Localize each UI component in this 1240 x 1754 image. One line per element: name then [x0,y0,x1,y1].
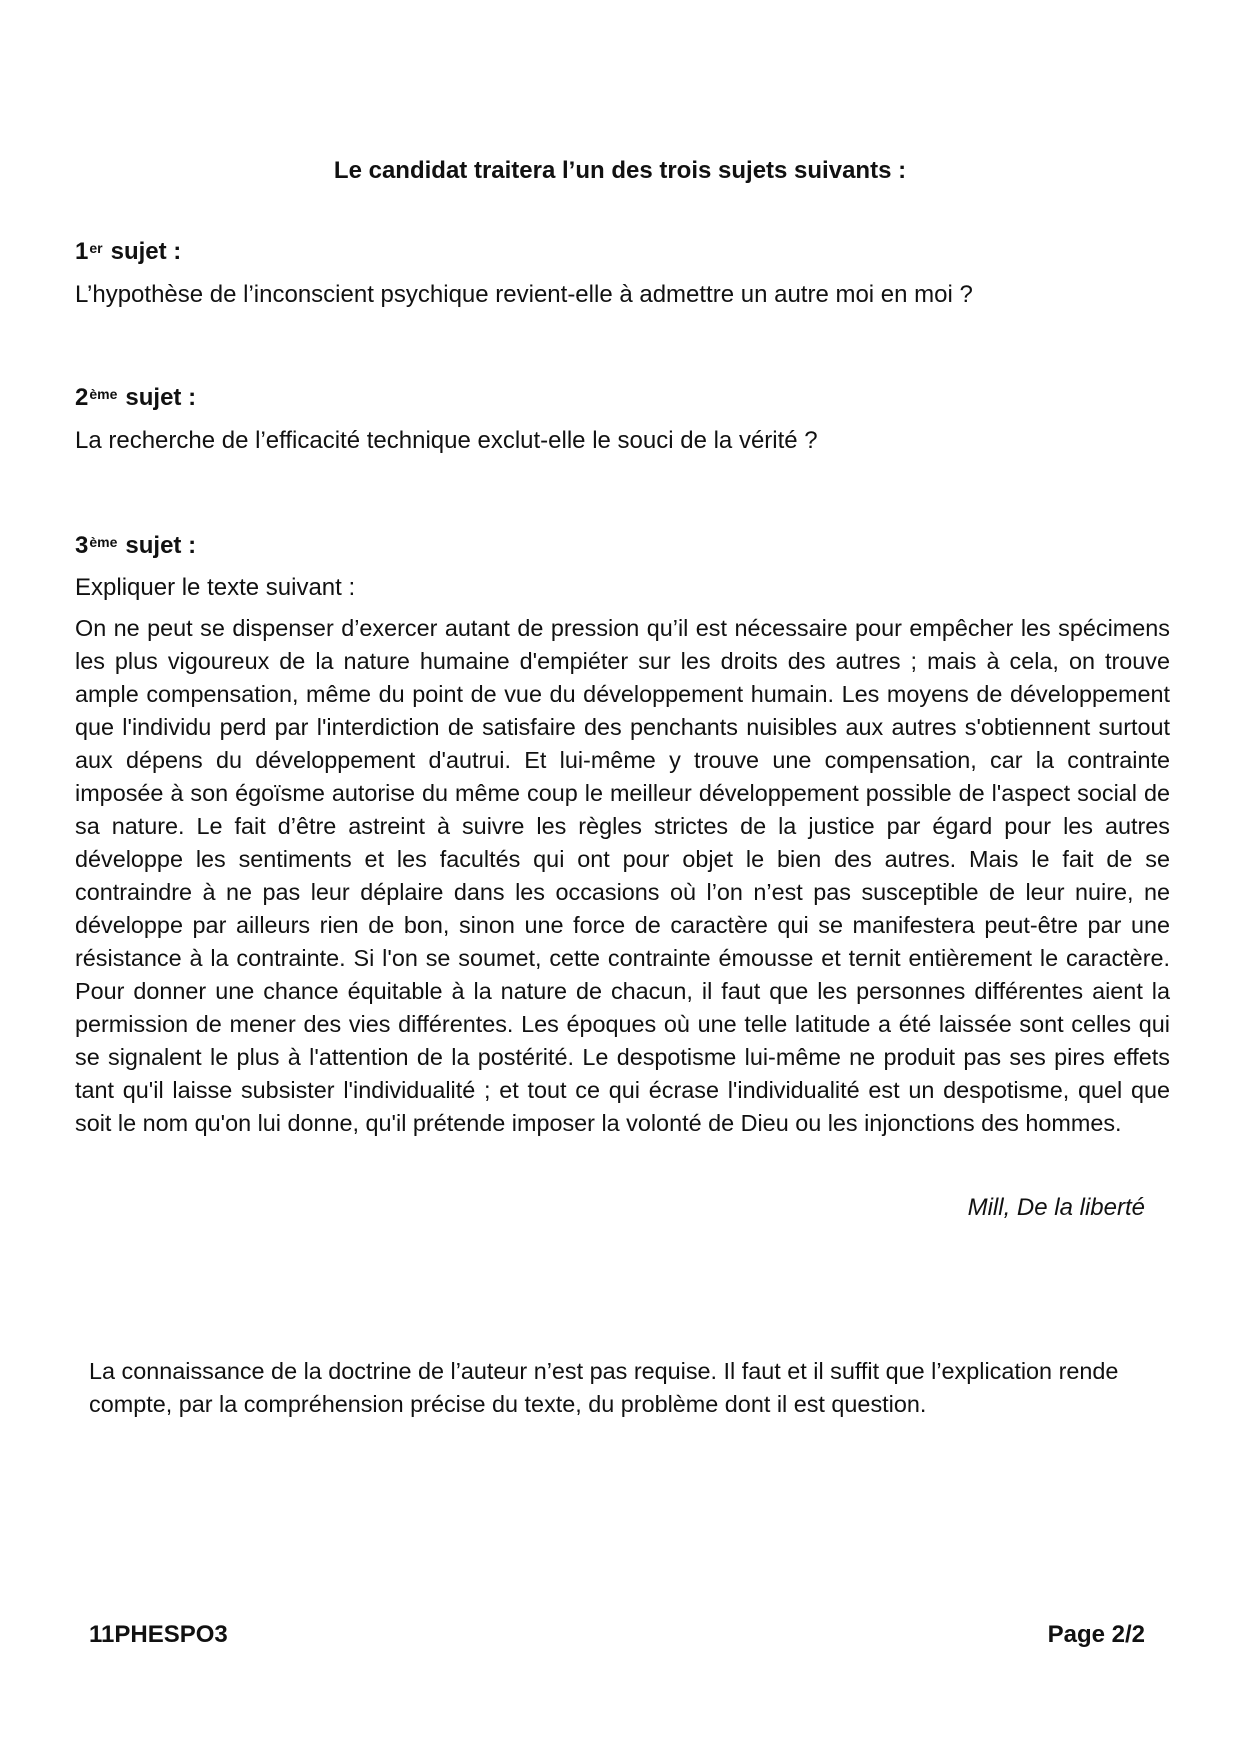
subject-1-number: 1 [75,238,89,265]
subject-2-number: 2 [75,384,89,411]
subject-3-title [75,531,196,561]
subject-1-label: sujet : [110,238,182,265]
subject-2-title [75,383,196,413]
subject-3-suffix: ème [89,534,118,550]
subject-2-suffix: ème [89,386,118,402]
subject-1-title [75,237,181,267]
subject-1-question: L’hypothèse de l’inconscient psychique revient-elle à admettre un autre moi en moi ? [75,281,973,308]
excerpt-source: Mill, De la liberté [967,1194,1145,1221]
footer-exam-code: 11PHESPO3 [89,1621,228,1648]
footer-page-number: Page 2/2 [1047,1621,1145,1648]
text-excerpt: On ne peut se dispenser d’exercer autant de pression qu’il est nécessaire pour empêcher les spécimens les plus vigoureux de la nature humaine d'empiéter sur les droits des autres ; mais à cela, on trouve ample compensation, même du point de vue du développement humain. Les moyens de développement que l'individu perd par l'interdiction de satisfaire des penchants nuisibles aux autres s'obtiennent surtout aux dépens du développement d'autrui. Et lui-même y trouve une compensation, car la contrainte imposée à son égoïsme autorise du même coup le meilleur développement possible de l'aspect social de sa nature. Le fait d’être astreint à suivre les règles strictes de la justice par égard pour les autres développe les sentiments et les facultés qui ont pour objet le bien des autres. Mais le fait de se contraindre à ne pas leur déplaire dans les occasions où l’on n’est pas susceptible de leur nuire, ne développe par ailleurs rien de bon, sinon une force de caractère qui se manifestera peut-être par une résistance à la contrainte. Si l'on se soumet, cette contrainte émousse et ternit entièrement le caractère. Pour donner une chance équitable à la nature de chacun, il faut que les personnes différentes aient la permission de mener des vies différentes. Les époques où une telle latitude a été laissée sont celles qui se signalent le plus à l'attention de la postérité. Le despotisme lui-même ne produit pas ses pires effets tant qu'il laisse subsister l'individualité ; et tout ce qui écrase l'individualité est un despotisme, quel que soit le nom qu'on lui donne, qu'il prétende imposer la volonté de Dieu ou les injonctions des hommes. [75,615,1170,1136]
subject-2-question: La recherche de l’efficacité technique exclut-elle le souci de la vérité ? [75,427,818,454]
explanation-note: La connaissance de la doctrine de l’auteur n’est pas requise. Il faut et il suffit que l’explication rende compte, par la compréhension précise du texte, du problème dont il est question. [89,1358,1119,1417]
subject-1-suffix: er [89,240,103,256]
subject-2-label: sujet : [125,384,197,411]
subject-3-instruction: Expliquer le texte suivant : [75,574,356,601]
subject-3-label: sujet : [125,532,197,559]
page-heading: Le candidat traitera l’un des trois sujets suivants : [333,157,907,184]
subject-3-number: 3 [75,532,89,559]
